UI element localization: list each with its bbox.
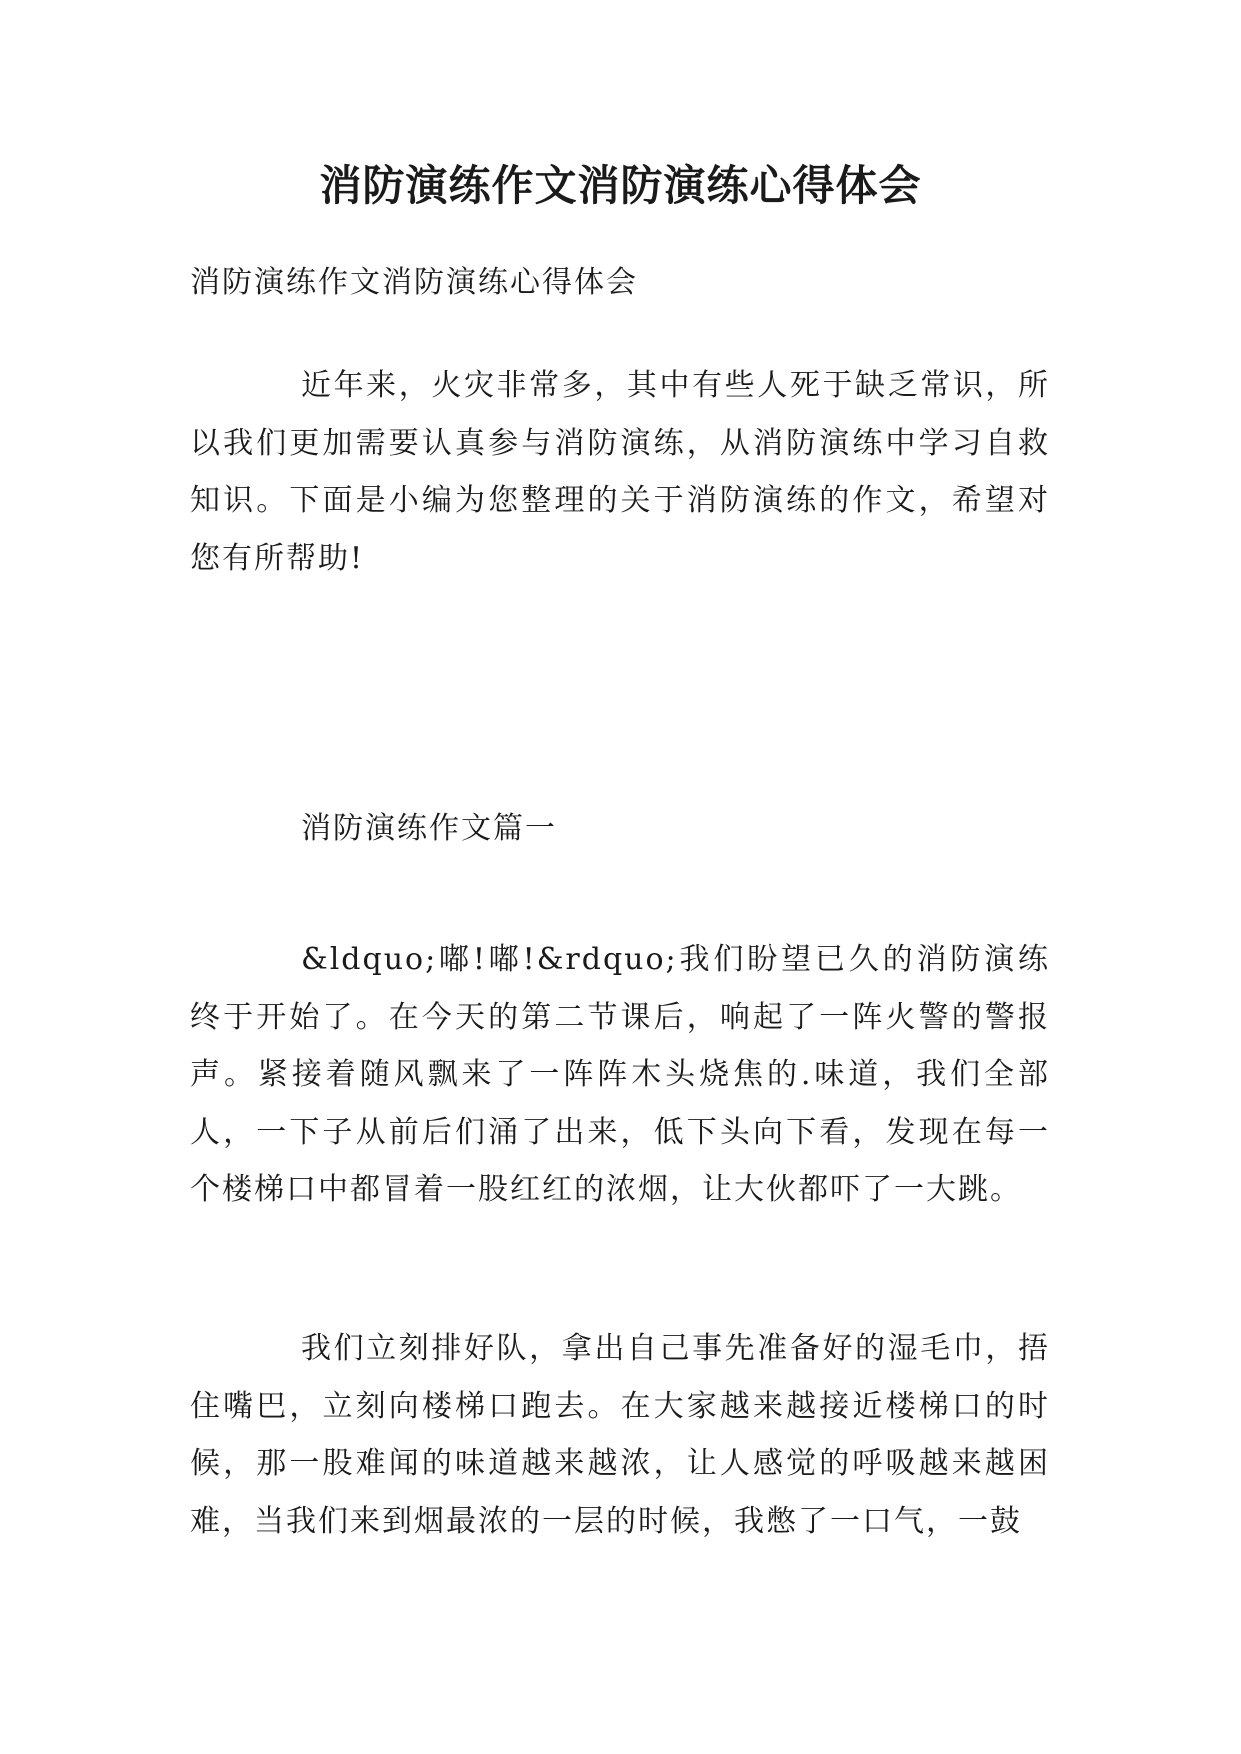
- body-paragraph-2: 我们立刻排好队，拿出自己事先准备好的湿毛巾，捂住嘴巴，立刻向楼梯口跑去。在大家越来越接近楼梯口的时候，那一股难闻的味道越来越浓，让人感觉的呼吸越来越困难，当我们来到烟最浓的一层的时候，我憋了一口气，一鼓: [190, 1331, 1050, 1539]
- section-heading: 消防演练作文篇一: [301, 811, 557, 846]
- document-subtitle: 消防演练作文消防演练心得体会: [190, 265, 638, 300]
- intro-paragraph: 近年来，火灾非常多，其中有些人死于缺乏常识，所以我们更加需要认真参与消防演练，从消防演练中学习自救知识。下面是小编为您整理的关于消防演练的作文，希望对您有所帮助!: [190, 368, 1050, 576]
- document-title: 消防演练作文消防演练心得体会: [319, 161, 922, 210]
- body-paragraph-1: &ldquo;嘟!嘟!&rdquo;我们盼望已久的消防演练终于开始了。在今天的第二节课后，响起了一阵火警的警报声。紧接着随风飘来了一阵阵木头烧焦的.味道，我们全部人，一下子从前后们涌了出来，低下头向下看，发现在每一个楼梯口中都冒着一股红红的浓烟，让大伙都吓了一大跳。: [190, 942, 1050, 1207]
